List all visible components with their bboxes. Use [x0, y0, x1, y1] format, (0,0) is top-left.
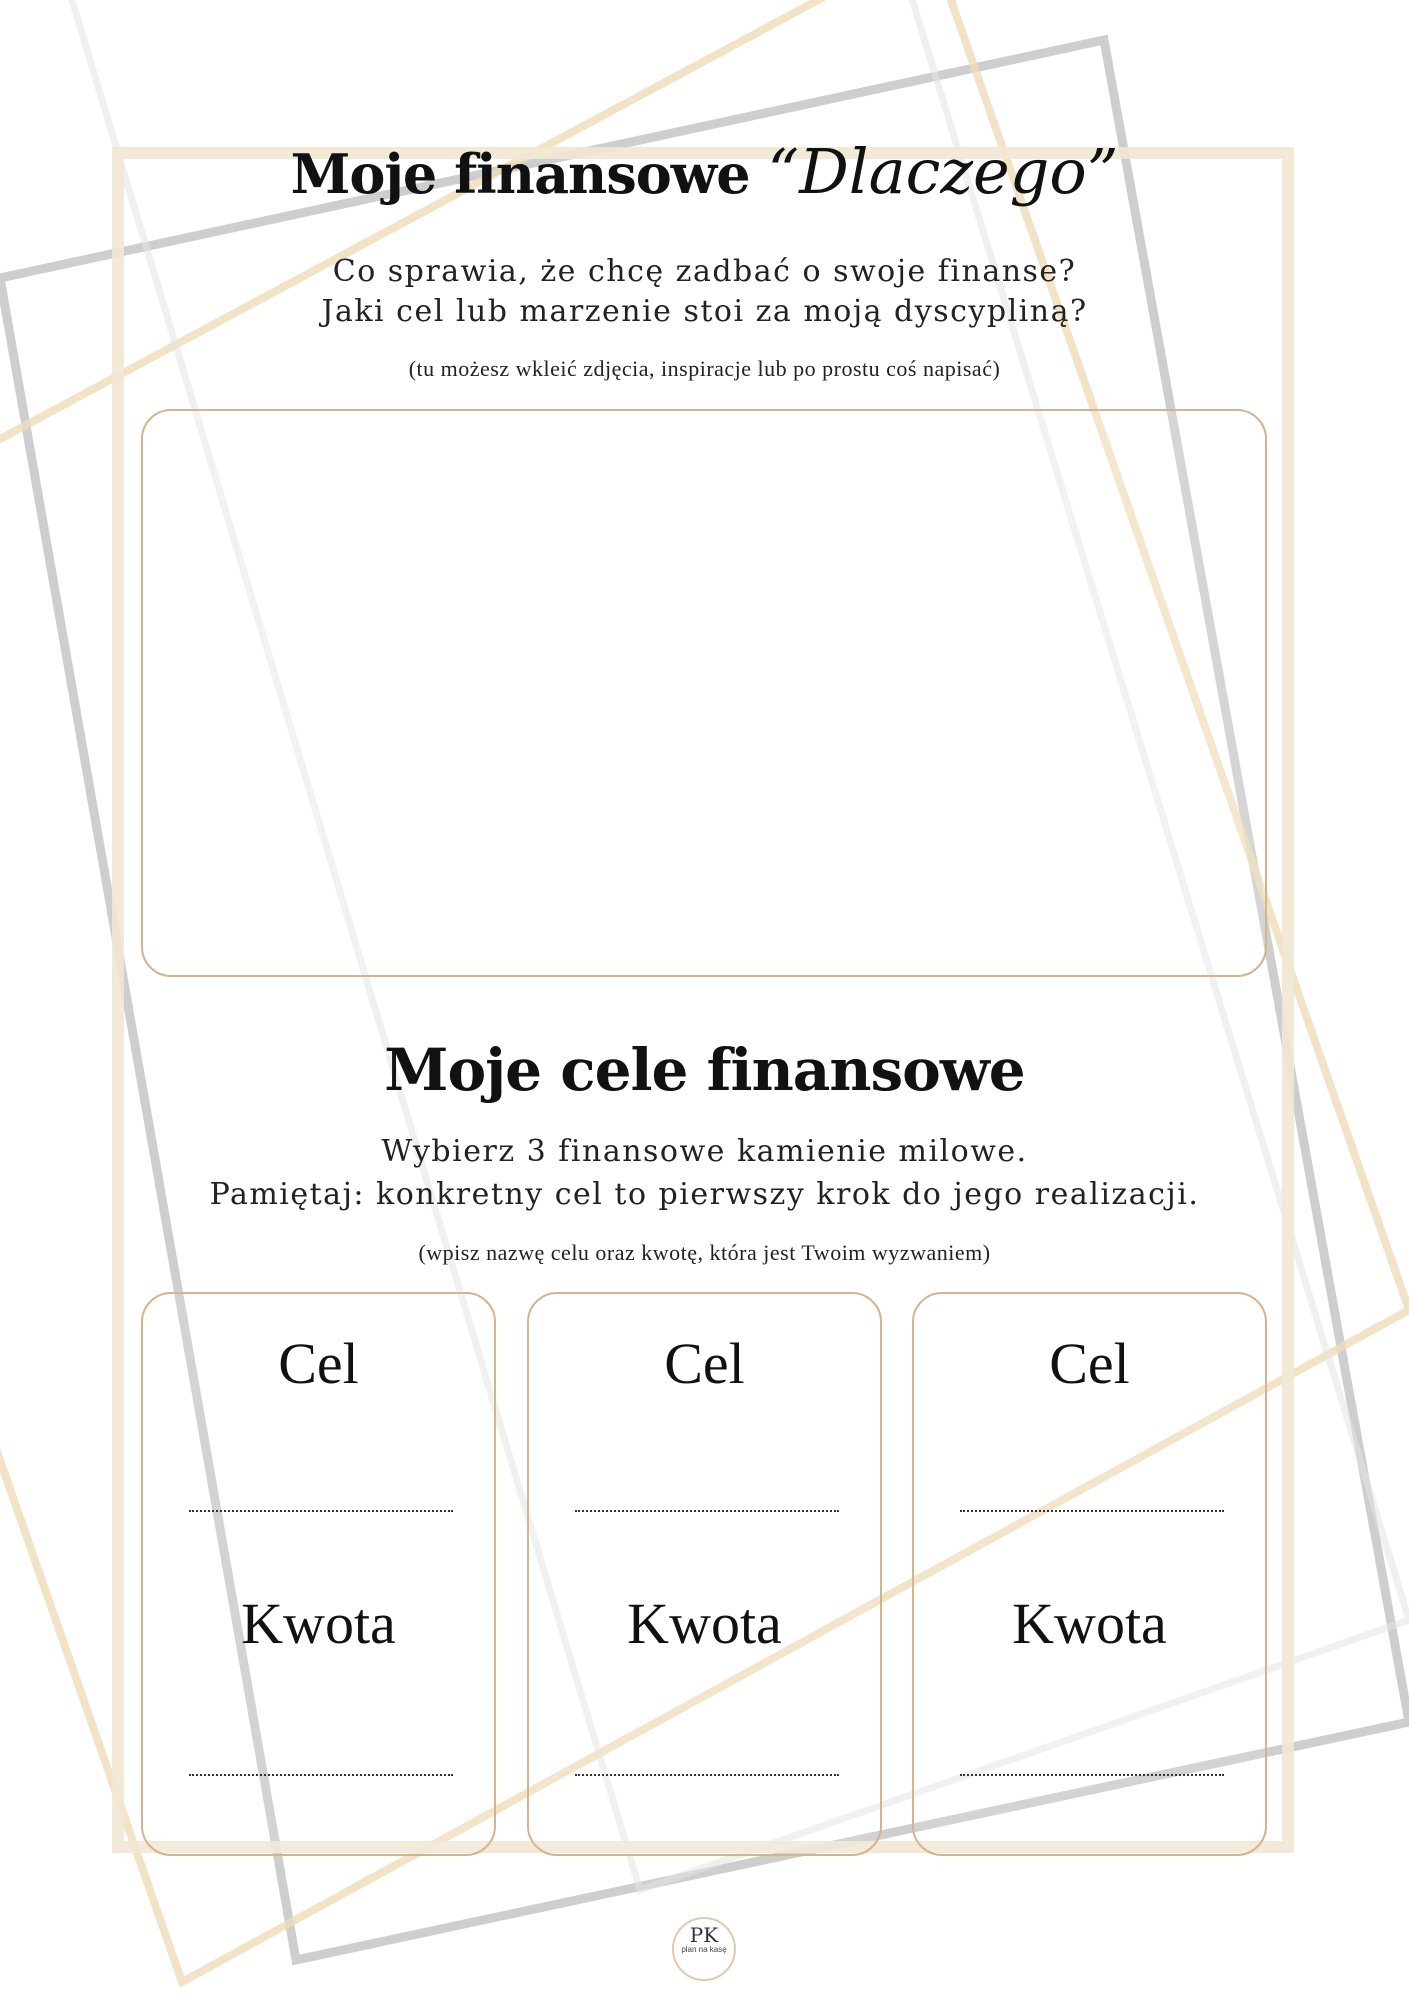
goal-label: Cel [278, 1331, 359, 1396]
goal-label: Cel [664, 1331, 745, 1396]
goals-line-2: Pamiętaj: konkretny cel to pierwszy krok do jego realizacji. [209, 1177, 1200, 1212]
goal-name-line[interactable] [960, 1510, 1224, 1512]
amount-label: Kwota [241, 1591, 396, 1656]
logo-brand-name: plan na kasę [681, 1945, 727, 1954]
subtitle-line-1: Co sprawia, że chcę zadbać o swoje finanse? [332, 254, 1077, 289]
goals-note: (wpisz nazwę celu oraz kwotę, która jest Twoim wyzwaniem) [418, 1240, 991, 1265]
goal-name-line[interactable] [575, 1510, 839, 1512]
inspiration-box[interactable] [141, 409, 1267, 977]
logo-monogram: PK [689, 1923, 719, 1947]
subtitle-line-2: Jaki cel lub marzenie stoi za moją dyscypliną? [321, 294, 1088, 329]
page-title [0, 135, 1409, 208]
goal-name-line[interactable] [189, 1510, 453, 1512]
goal-card-2 [527, 1292, 882, 1856]
amount-line[interactable] [575, 1774, 839, 1776]
amount-label: Kwota [1012, 1591, 1167, 1656]
why-note: (tu możesz wkleić zdjęcia, inspiracje lub po prostu coś napisać) [408, 356, 1001, 381]
brand-logo [672, 1917, 736, 1981]
goal-card-3 [912, 1292, 1267, 1856]
goal-card-1 [141, 1292, 496, 1856]
title-script-word: “Dlaczego” [767, 135, 1119, 208]
amount-line[interactable] [960, 1774, 1224, 1776]
amount-label: Kwota [627, 1591, 782, 1656]
title-main: Moje finansowe [290, 142, 750, 206]
amount-line[interactable] [189, 1774, 453, 1776]
goal-label: Cel [1049, 1331, 1130, 1396]
goals-title: Moje cele finansowe [384, 1036, 1025, 1104]
goals-line-1: Wybierz 3 finansowe kamienie milowe. [381, 1134, 1028, 1169]
